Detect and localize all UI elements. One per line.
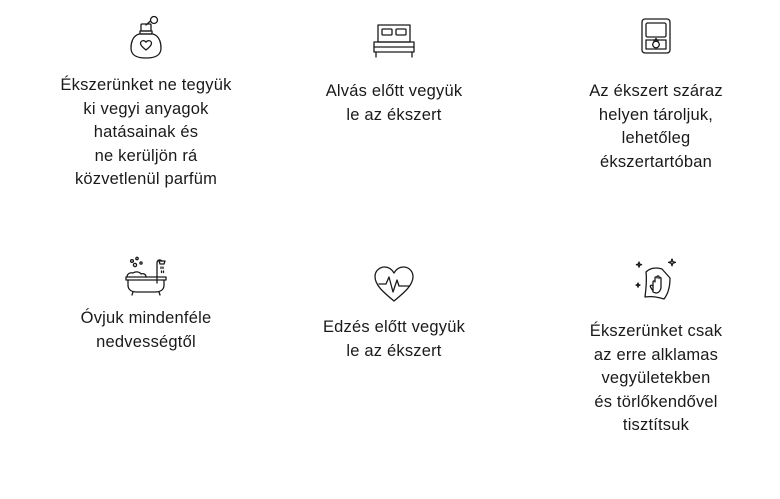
- tip-text: Edzés előtt vegyük le az ékszert: [322, 318, 466, 360]
- tip-cleaning: [536, 256, 776, 438]
- tip-workout: [274, 264, 514, 363]
- bed-icon: [371, 20, 417, 60]
- tip-text: Az ékszert száraz helyen tároljuk, lehetőleg ékszertartóban: [589, 82, 723, 171]
- cleaning-cloth-icon: [634, 256, 678, 302]
- tip-perfume: [26, 14, 266, 192]
- tip-sleep: [274, 20, 514, 127]
- jewelry-box-icon: [637, 16, 675, 56]
- heart-pulse-icon: [371, 264, 417, 304]
- bathtub-icon: [124, 255, 168, 297]
- tip-text: Ékszerünket ne tegyük ki vegyi anyagok hatásainak és ne kerüljön rá közvetlenül parfüm: [60, 76, 232, 188]
- perfume-bottle-icon: [126, 14, 166, 60]
- tip-moisture: [26, 255, 266, 354]
- tip-text: Alvás előtt vegyük le az ékszert: [325, 82, 463, 124]
- tip-storage: [536, 16, 776, 174]
- tip-text: Ékszerünket csak az erre alklamas vegyületekben és törlőkendővel tisztítsuk: [589, 322, 723, 434]
- tip-text: Óvjuk mindenféle nedvességtől: [80, 309, 212, 351]
